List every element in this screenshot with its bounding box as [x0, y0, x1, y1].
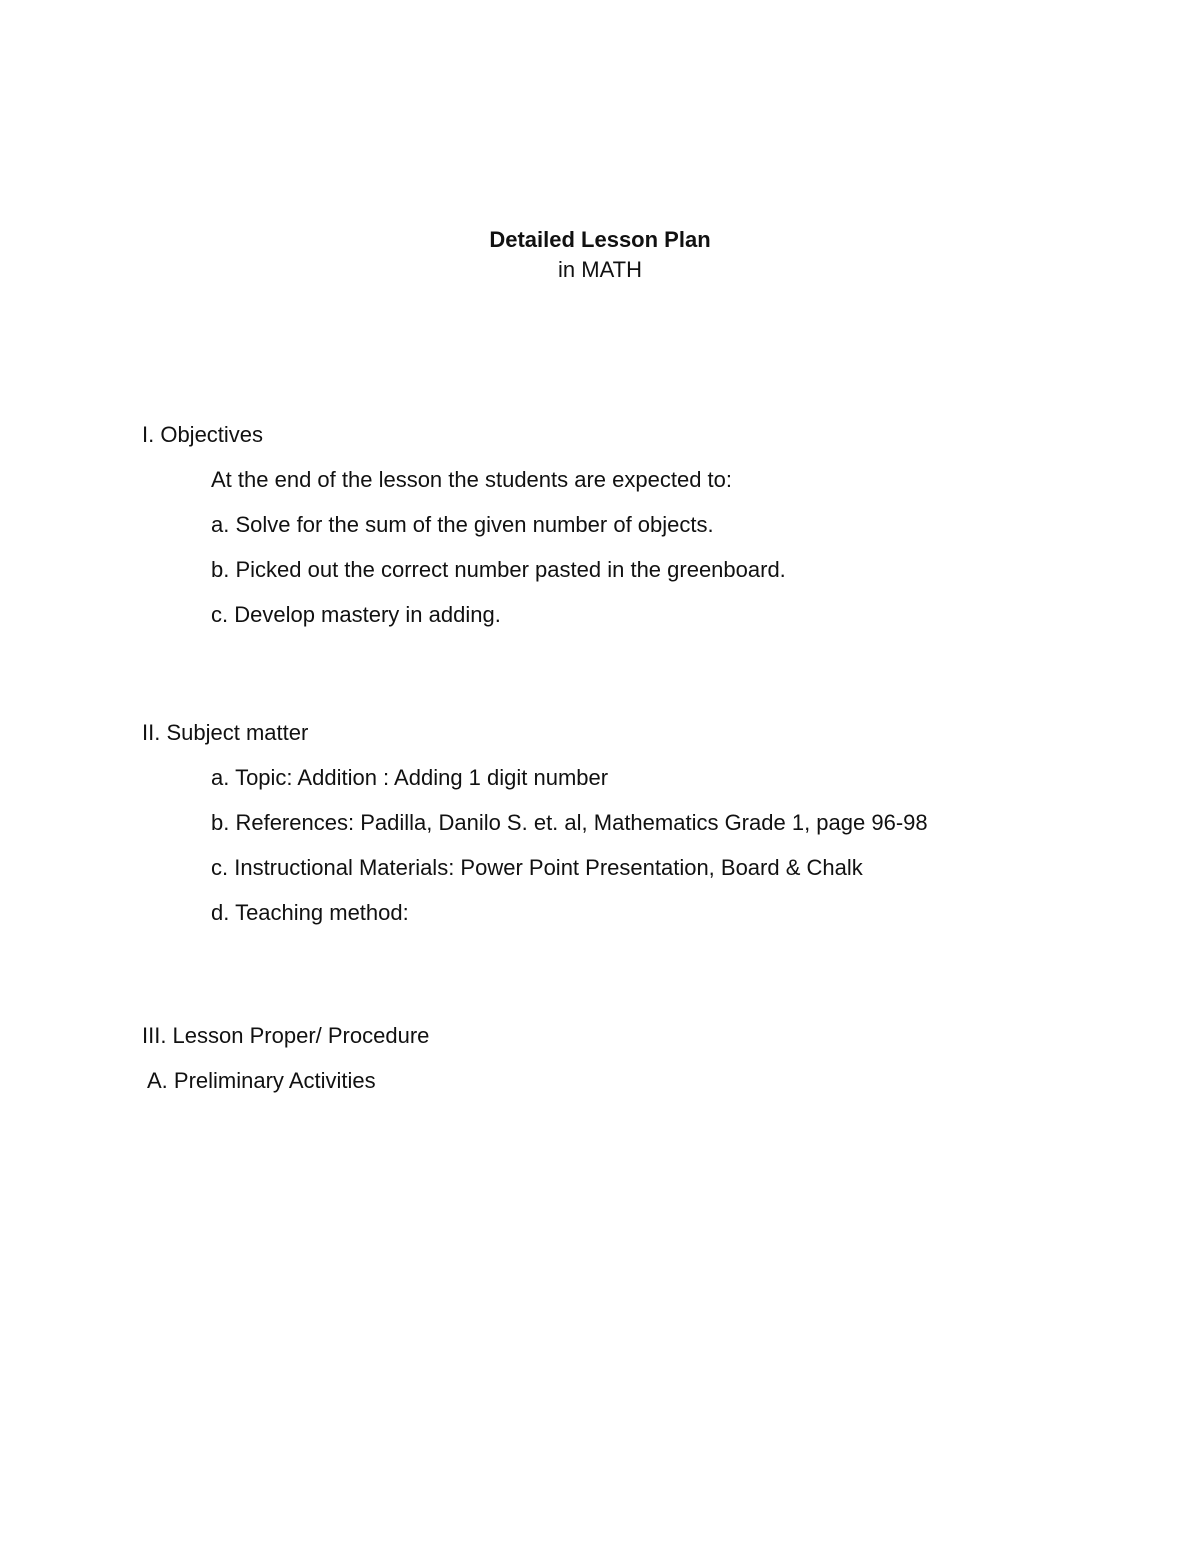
- subject-matter-item: b. References: Padilla, Danilo S. et. al, Mathematics Grade 1, page 96-98: [211, 810, 928, 835]
- section-heading-procedure: III. Lesson Proper/ Procedure: [142, 1023, 430, 1048]
- objective-item: c. Develop mastery in adding.: [211, 602, 501, 627]
- section-heading-objectives: I. Objectives: [142, 422, 264, 447]
- subject-matter-item: a. Topic: Addition : Adding 1 digit number: [211, 765, 609, 790]
- page-title: Detailed Lesson Plan: [489, 227, 711, 252]
- page-subtitle: in MATH: [558, 257, 642, 282]
- objectives-intro: At the end of the lesson the students are expected to:: [211, 467, 733, 492]
- objective-item: b. Picked out the correct number pasted in the greenboard.: [211, 557, 786, 582]
- subject-matter-item: d. Teaching method:: [211, 900, 409, 925]
- subject-matter-item: c. Instructional Materials: Power Point Presentation, Board & Chalk: [211, 855, 863, 880]
- procedure-subheading: A. Preliminary Activities: [147, 1068, 376, 1093]
- section-heading-subject-matter: II. Subject matter: [142, 720, 309, 745]
- objective-item: a. Solve for the sum of the given number of objects.: [211, 512, 714, 537]
